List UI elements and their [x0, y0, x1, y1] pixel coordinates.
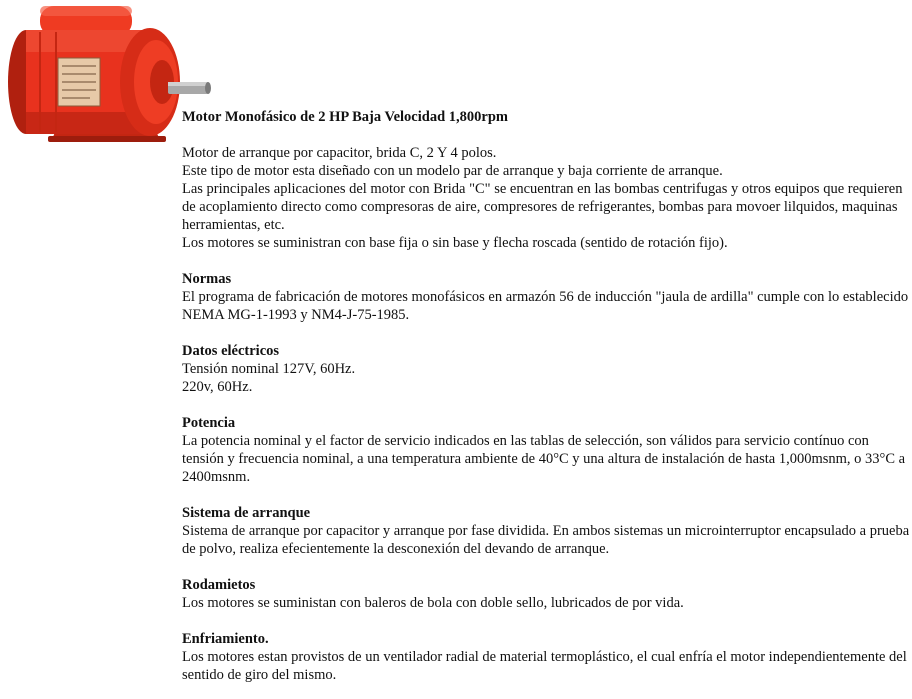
section-line: 220v, 60Hz.: [182, 379, 253, 395]
section-text: Los motores se suministan con baleros de bola con doble sello, lubricados de por vida.: [182, 595, 684, 611]
section-heading: Sistema de arranque: [182, 505, 311, 521]
motor-product-image: [0, 0, 212, 148]
section-heading: Enfriamiento.: [182, 631, 269, 647]
electric-motor-icon: [0, 0, 212, 148]
section-rodamientos: [182, 576, 910, 612]
section-sistema-arranque: [182, 504, 910, 558]
section-text: [182, 360, 910, 396]
section-heading: Rodamietos: [182, 577, 256, 593]
section-enfriamiento: [182, 630, 910, 684]
product-description: [182, 108, 910, 684]
intro-line: Motor de arranque por capacitor, brida C, 2 Y 4 polos.: [182, 145, 497, 161]
section-text: Sistema de arranque por capacitor y arranque por fase dividida. En ambos sistemas un microinterruptor encapsulado a prueba de polvo, realiza efecientemente la desconexión del devando de arranque.: [182, 523, 910, 557]
section-text: El programa de fabricación de motores monofásicos en armazón 56 de inducción "jaula de ardilla" cumple con lo establecido NEMA MG-1-1993 y NM4-J-75-1985.: [182, 289, 909, 323]
section-heading: Datos eléctricos: [182, 343, 280, 359]
section-text: Los motores estan provistos de un ventilador radial de material termoplástico, el cual enfría el motor independientemente del sentido de giro del mismo.: [182, 649, 907, 683]
section-text: La potencia nominal y el factor de servicio indicados en las tablas de selección, son válidos para servicio contínuo con tensión y frecuencia nominal, a una temperatura ambiente de 40°C y una altura de instalación de hasta 1,000msnm, o 33°C a 2400msnm.: [182, 433, 906, 485]
intro-line: Las principales aplicaciones del motor con Brida "C" se encuentran en las bombas centrifugas y otros equipos que requieren de acoplamiento directo como compresoras de aire, compresores de refrigerantes, bombas para movoer lilquidos, maquinas herramientas, etc.: [182, 181, 903, 233]
intro-line: Este tipo de motor esta diseñado con un modelo par de arranque y baja corriente de arranque.: [182, 163, 723, 179]
intro-paragraph: [182, 144, 910, 252]
section-datos-electricos: [182, 342, 910, 396]
section-normas: [182, 270, 910, 324]
intro-line: Los motores se suministran con base fija o sin base y flecha roscada (sentido de rotación fijo).: [182, 235, 728, 251]
section-heading: Potencia: [182, 415, 236, 431]
section-line: Tensión nominal 127V, 60Hz.: [182, 361, 356, 377]
section-potencia: [182, 414, 910, 486]
page-title: Motor Monofásico de 2 HP Baja Velocidad 1,800rpm: [182, 109, 508, 125]
section-heading: Normas: [182, 271, 232, 287]
